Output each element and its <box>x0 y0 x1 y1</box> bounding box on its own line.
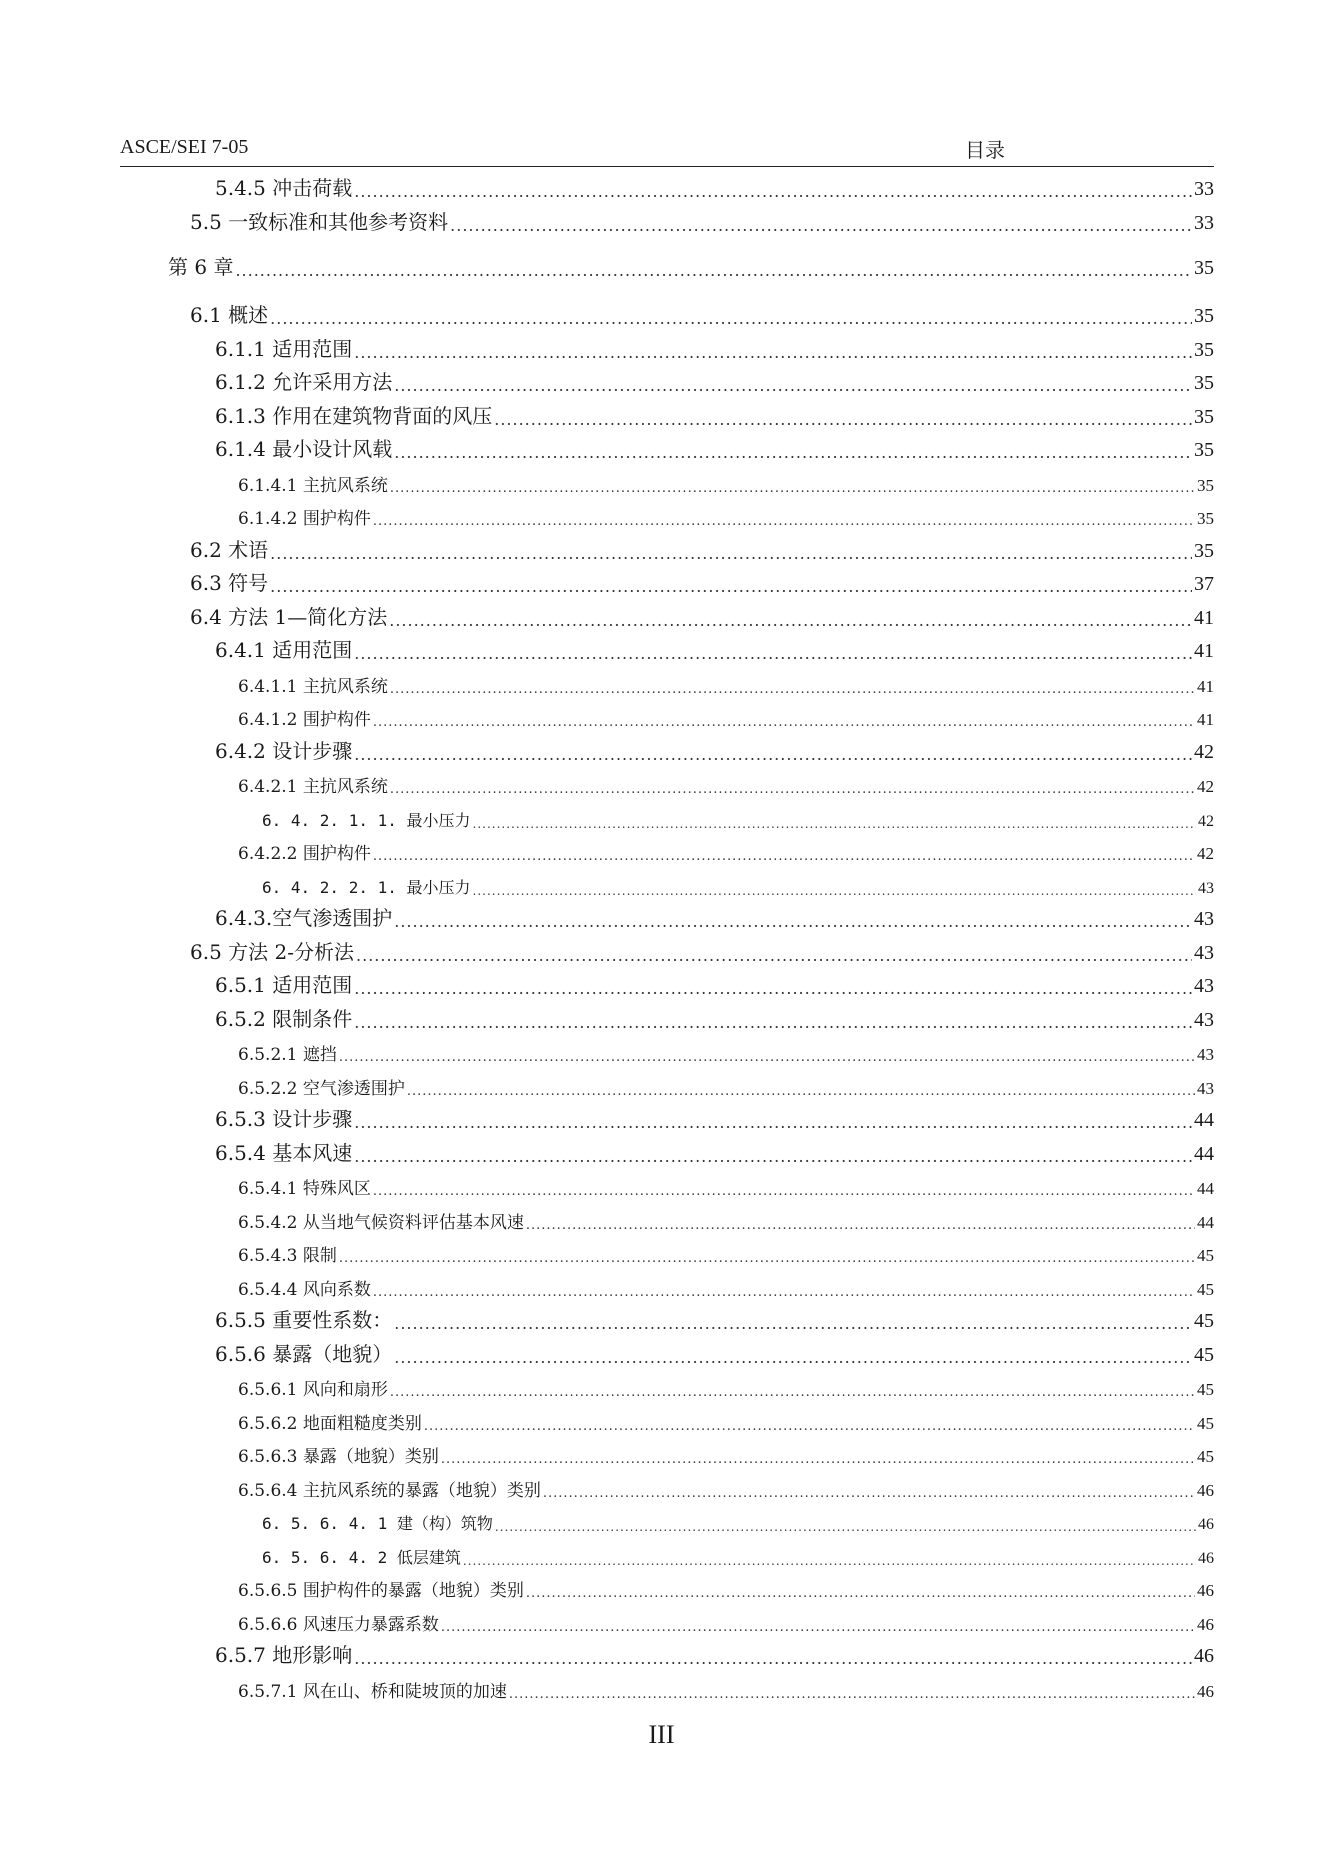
toc-entry-page: 41 <box>1194 640 1214 662</box>
toc-entry-page: 42 <box>1197 777 1214 796</box>
toc-entry-page: 44 <box>1197 1179 1214 1198</box>
toc-dot-leader <box>526 1218 1195 1233</box>
toc-entry[interactable] <box>215 171 1214 201</box>
toc-dot-leader <box>373 1184 1195 1199</box>
toc-dot-leader <box>354 979 1192 998</box>
toc-entry-label: 6.1.4.1 主抗风系统 <box>238 475 388 496</box>
toc-entry-label: 6.5.4.1 特殊风区 <box>238 1179 371 1199</box>
toc-entry-page: 45 <box>1194 1310 1214 1332</box>
toc-entry[interactable] <box>238 1370 1214 1400</box>
toc-dot-leader <box>373 715 1195 730</box>
toc-entry-label: 6.5.4 基本风速 <box>215 1140 353 1165</box>
toc-entry-label: 6.1.3 作用在建筑物背面的风压 <box>215 403 493 428</box>
toc-dot-leader <box>441 1620 1195 1635</box>
toc-entry[interactable] <box>215 968 1214 998</box>
toc-dot-leader <box>270 544 1192 563</box>
toc-entry-label: 6.1.4.2 围护构件 <box>238 509 371 529</box>
toc-entry[interactable] <box>215 1303 1214 1333</box>
toc-entry[interactable] <box>238 1672 1214 1702</box>
toc-entry-page: 42 <box>1198 812 1214 830</box>
toc-entry-label: 6.5.6.1 风向和扇形 <box>238 1380 388 1400</box>
toc-dot-leader <box>389 611 1192 630</box>
toc-entry-label: 6.4 方法 1—简化方法 <box>190 604 388 629</box>
toc-entry[interactable] <box>238 1169 1214 1199</box>
toc-entry-page: 37 <box>1194 573 1214 595</box>
toc-entry[interactable] <box>190 533 1214 563</box>
toc-dot-leader <box>339 1050 1195 1065</box>
toc-entry[interactable] <box>238 1069 1214 1099</box>
toc-entry-page: 45 <box>1194 1343 1214 1366</box>
toc-entry-page: 42 <box>1197 844 1214 863</box>
toc-entry-page: 45 <box>1197 1447 1214 1466</box>
toc-entry-label: 6.4.3.空气渗透围护 <box>215 906 393 930</box>
toc-entry-label: 6. 5. 6. 4. 2 低层建筑 <box>262 1547 461 1567</box>
toc-entry-label: 6. 4. 2. 1. 1. 最小压力 <box>262 810 471 830</box>
toc-dot-leader <box>373 849 1195 864</box>
toc-entry-label: 6.5.4.4 风向系数 <box>238 1279 371 1300</box>
toc-entry-label: 6.5.7 地形影响 <box>215 1643 353 1667</box>
toc-entry[interactable] <box>238 834 1214 864</box>
toc-dot-leader <box>354 1013 1192 1032</box>
toc-entry[interactable] <box>215 399 1214 429</box>
toc-dot-leader <box>390 481 1195 496</box>
toc-dot-leader <box>509 1687 1195 1702</box>
toc-entry[interactable] <box>190 566 1214 596</box>
toc-entry-label: 第 6 章 <box>168 255 234 279</box>
toc-entry-label: 6. 5. 6. 4. 1 建（构）筑物 <box>262 1514 493 1533</box>
toc-entry-label: 6.4.1 适用范围 <box>215 638 353 662</box>
toc-entry-label: 6.5.6 暴露（地貌） <box>215 1341 393 1366</box>
toc-entry-page: 35 <box>1197 509 1214 528</box>
toc-entry[interactable] <box>238 1404 1214 1434</box>
toc-entry-label: 6.5.4.2 从当地气候资料评估基本风速 <box>238 1212 524 1233</box>
toc-dot-leader <box>354 745 1192 764</box>
toc-entry-page: 43 <box>1198 879 1214 897</box>
toc-entry-page: 41 <box>1197 710 1214 729</box>
toc-dot-leader <box>339 1251 1195 1266</box>
toc-dot-leader <box>354 182 1192 201</box>
toc-entry-page: 44 <box>1194 1109 1214 1131</box>
toc-dot-leader <box>390 782 1195 797</box>
toc-dot-leader <box>354 644 1192 663</box>
toc-dot-leader <box>373 1285 1195 1300</box>
toc-entry-page: 46 <box>1198 1516 1214 1533</box>
toc-entry-page: 33 <box>1194 178 1214 200</box>
toc-dot-leader <box>424 1419 1195 1434</box>
toc-entry-page: 44 <box>1194 1142 1214 1165</box>
toc-entry-page: 45 <box>1197 1413 1214 1433</box>
toc-entry-page: 35 <box>1194 405 1214 428</box>
page-number: III <box>648 1720 675 1749</box>
toc-entry-label: 6.5.1 适用范围 <box>215 973 353 997</box>
toc-entry-label: 6.4.2 设计步骤 <box>215 738 353 763</box>
toc-entry[interactable] <box>215 734 1214 764</box>
toc-entry[interactable] <box>168 250 1214 280</box>
toc-entry-page: 43 <box>1197 1045 1214 1064</box>
toc-entry-page: 35 <box>1194 338 1214 361</box>
toc-dot-leader <box>543 1486 1195 1501</box>
toc-entry-page: 45 <box>1197 1279 1214 1299</box>
toc-dot-leader <box>450 216 1192 235</box>
toc-entry-label: 6.5.6.6 风速压力暴露系数 <box>238 1614 439 1635</box>
toc-entry-label: 6.5.3 设计步骤 <box>215 1107 353 1131</box>
toc-entry-label: 6.4.1.1 主抗风系统 <box>238 676 388 697</box>
toc-dot-leader <box>394 443 1192 462</box>
toc-entry-page: 46 <box>1197 1480 1214 1500</box>
toc-entry[interactable] <box>238 499 1214 529</box>
toc-dot-leader <box>373 514 1195 529</box>
toc-entry-label: 6.5.4.3 限制 <box>238 1246 337 1266</box>
toc-dot-leader <box>354 343 1192 362</box>
toc-dot-leader <box>394 376 1192 395</box>
toc-entry[interactable] <box>215 1002 1214 1032</box>
toc-entry[interactable] <box>262 801 1214 831</box>
toc-entry[interactable] <box>190 205 1214 235</box>
toc-entry-page: 46 <box>1197 1581 1214 1600</box>
toc-entry-page: 45 <box>1197 1380 1214 1399</box>
toc-entry[interactable] <box>238 667 1214 697</box>
toc-entry-page: 42 <box>1194 740 1214 763</box>
toc-entry[interactable] <box>190 600 1214 630</box>
toc-dot-leader <box>407 1084 1195 1099</box>
toc-dot-leader <box>354 1649 1192 1668</box>
toc-entry-page: 41 <box>1197 676 1214 696</box>
toc-entry-page: 44 <box>1197 1212 1214 1232</box>
toc-entry-label: 6.3 符号 <box>190 571 269 595</box>
toc-dot-leader <box>270 309 1192 328</box>
toc-entry-label: 6.4.2.2 围护构件 <box>238 844 371 864</box>
toc-entry[interactable] <box>190 935 1214 965</box>
toc-dot-leader <box>235 261 1192 280</box>
toc-entry[interactable] <box>238 1035 1214 1065</box>
toc-entry-label: 6.5.7.1 风在山、桥和陡坡顶的加速 <box>238 1681 507 1702</box>
toc-entry[interactable] <box>215 1136 1214 1166</box>
toc-entry-label: 6.5 方法 2-分析法 <box>190 939 355 964</box>
toc-entry-page: 46 <box>1198 1549 1214 1567</box>
toc-entry-page: 35 <box>1194 257 1214 279</box>
toc-entry[interactable] <box>238 767 1214 797</box>
toc-dot-leader <box>390 682 1195 697</box>
toc-entry[interactable] <box>238 1437 1214 1467</box>
toc-entry-page: 46 <box>1197 1614 1214 1634</box>
toc-dot-leader <box>494 410 1192 429</box>
toc-dot-leader <box>390 1385 1195 1400</box>
header-document-code: ASCE/SEI 7-05 <box>120 136 249 158</box>
toc-entry[interactable] <box>238 466 1214 496</box>
toc-entry-page: 35 <box>1194 305 1214 327</box>
toc-entry-page: 46 <box>1197 1681 1214 1701</box>
toc-entry[interactable] <box>215 1638 1214 1668</box>
header-section-title: 目录 <box>965 138 1005 162</box>
toc-entry-page: 35 <box>1194 539 1214 562</box>
toc-entry-label: 6.5.2.2 空气渗透围护 <box>238 1078 405 1099</box>
toc-entry-label: 6.1.2 允许采用方法 <box>215 370 393 394</box>
toc-entry-page: 45 <box>1197 1246 1214 1265</box>
toc-dot-leader <box>526 1586 1195 1601</box>
toc-entry[interactable] <box>215 365 1214 395</box>
toc-dot-leader <box>394 1314 1192 1333</box>
toc-entry-page: 43 <box>1194 908 1214 930</box>
toc-entry[interactable] <box>238 1471 1214 1501</box>
toc-dot-leader <box>463 1554 1196 1568</box>
toc-entry-label: 6. 4. 2. 2. 1. 最小压力 <box>262 877 471 897</box>
toc-dot-leader <box>473 817 1197 831</box>
toc-entry-label: 6.5.6.3 暴露（地貌）类别 <box>238 1447 439 1467</box>
toc-entry-page: 35 <box>1194 439 1214 461</box>
toc-entry[interactable] <box>238 1236 1214 1266</box>
toc-entry[interactable] <box>262 1538 1214 1568</box>
toc-entry[interactable] <box>238 1571 1214 1601</box>
toc-entry-page: 43 <box>1194 1008 1214 1031</box>
toc-entry[interactable] <box>215 901 1214 931</box>
toc-entry-label: 5.5 一致标准和其他参考资料 <box>190 210 449 234</box>
toc-entry-label: 6.2 术语 <box>190 537 269 562</box>
toc-entry-label: 6.5.2.1 遮挡 <box>238 1045 337 1065</box>
toc-dot-leader <box>394 1348 1192 1367</box>
toc-dot-leader <box>356 946 1192 965</box>
toc-entry[interactable] <box>238 1203 1214 1233</box>
toc-entry-label: 6.1 概述 <box>190 303 269 327</box>
toc-entry-label: 6.5.6.4 主抗风系统的暴露（地貌）类别 <box>238 1480 541 1501</box>
toc-entry-label: 6.1.4 最小设计风载 <box>215 437 393 461</box>
toc-entry[interactable] <box>215 1337 1214 1367</box>
toc-entry-label: 6.4.1.2 围护构件 <box>238 710 371 730</box>
toc-entry-page: 33 <box>1194 212 1214 234</box>
toc-dot-leader <box>354 1113 1192 1132</box>
toc-entry-label: 5.4.5 冲击荷载 <box>215 176 353 200</box>
toc-entry-label: 6.1.1 适用范围 <box>215 336 353 361</box>
toc-entry[interactable] <box>262 1504 1214 1534</box>
page-header <box>120 132 1214 167</box>
toc-entry-page: 35 <box>1194 372 1214 394</box>
toc-entry[interactable] <box>238 700 1214 730</box>
toc-entry[interactable] <box>238 1605 1214 1635</box>
toc-entry-page: 43 <box>1194 975 1214 997</box>
toc-entry-page: 43 <box>1197 1078 1214 1098</box>
toc-entry-page: 35 <box>1197 475 1214 495</box>
toc-entry-label: 6.5.5 重要性系数： <box>215 1308 393 1332</box>
toc-entry-label: 6.4.2.1 主抗风系统 <box>238 777 388 797</box>
toc-dot-leader <box>394 912 1192 931</box>
toc-dot-leader <box>441 1452 1195 1467</box>
toc-dot-leader <box>473 884 1197 898</box>
toc-entry-label: 6.5.2 限制条件 <box>215 1006 353 1031</box>
toc-entry[interactable] <box>215 1102 1214 1132</box>
toc-entry-label: 6.5.6.5 围护构件的暴露（地貌）类别 <box>238 1581 524 1601</box>
toc-entry-page: 41 <box>1194 606 1214 629</box>
toc-entry-page: 46 <box>1194 1645 1214 1667</box>
toc-dot-leader <box>354 1147 1192 1166</box>
toc-entry-label: 6.5.6.2 地面粗糙度类别 <box>238 1413 422 1434</box>
toc-dot-leader <box>495 1520 1196 1534</box>
toc-entry[interactable] <box>190 298 1214 328</box>
toc-dot-leader <box>270 577 1192 596</box>
toc-entry[interactable] <box>215 332 1214 362</box>
toc-entry-page: 43 <box>1194 941 1214 964</box>
toc-entry[interactable] <box>215 633 1214 663</box>
toc-entry[interactable] <box>215 432 1214 462</box>
toc-entry[interactable] <box>238 1270 1214 1300</box>
toc-entry[interactable] <box>262 868 1214 898</box>
